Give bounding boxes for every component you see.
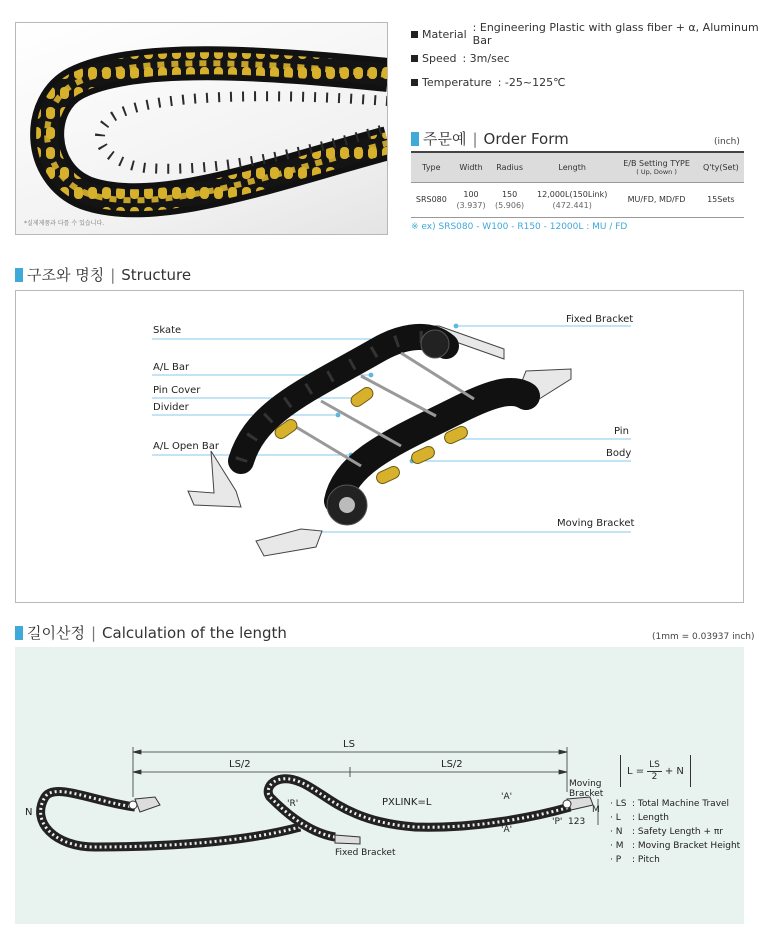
order-unit-note: (inch) [714,137,740,147]
heading-ko: 길이산정 [27,624,85,642]
spec-value: : -25~125℃ [497,75,566,89]
spec-label: Material [421,27,467,41]
legend-desc: : Safety Length + πr [632,827,723,837]
dim-ls-half-right: LS/2 [441,759,463,770]
col-setting [615,152,697,182]
bullet-square-icon [411,55,418,62]
heading-en: Order Form [483,129,569,148]
order-table [411,151,744,218]
structure-heading [15,264,191,285]
heading-separator: | [110,265,116,284]
col-qty: Q'ty(Set) [698,152,744,182]
bullet-square-icon [411,31,418,38]
calculation-panel [15,647,744,924]
legend-symbol: · LS [610,799,627,809]
formula-numerator: LS [649,759,660,770]
cell-qty: 15Sets [698,182,744,217]
chain-structure-drawing [16,291,745,604]
heading-en: Structure [121,265,192,284]
length-formula [620,755,691,787]
dim-p: 'P' [552,817,563,827]
table-header-row [411,152,744,182]
order-form-heading [411,128,569,149]
label-moving-bracket: Moving Bracket [557,518,635,529]
label-moving-bracket-2: Bracket [569,789,604,799]
spec-label: Speed [422,51,457,65]
label-fixed-bracket: Fixed Bracket [335,848,396,858]
label-divider: Divider [153,402,189,413]
order-example: ※ ex) SRS080 - W100 - R150 - 12000L : MU / FD [411,222,628,232]
dim-pxlink: PXLINK=L [382,797,432,808]
heading-en: Calculation of the length [102,623,287,642]
spec-material [411,22,780,46]
legend-item [610,839,740,853]
cell-type: SRS080 [411,182,452,217]
section-marker-icon [15,268,23,282]
legend-symbol: · M [610,841,624,851]
dim-m: M [592,805,600,815]
col-width: Width [452,152,491,182]
legend-symbol: · L [610,813,621,823]
legend-desc: : Moving Bracket Height [632,841,741,851]
cell-width-in: (3.937) [456,200,486,210]
cell-length-in: (472.441) [552,200,592,210]
section-marker-icon [15,626,23,640]
bullet-square-icon [411,79,418,86]
cell-width-mm: 100 [463,189,479,199]
cell-width [452,182,491,217]
label-fixed-bracket: Fixed Bracket [566,314,634,325]
dim-a-top: 'A' [501,792,513,802]
product-photo [15,22,388,235]
formula-denominator: 2 [651,771,658,782]
legend-symbol: · P [610,855,622,865]
legend [610,797,740,867]
spec-value: : 3m/sec [462,51,510,65]
col-radius: Radius [490,152,529,182]
legend-desc: : Length [632,813,669,823]
col-setting-label: E/B Setting TYPE [623,158,690,168]
heading-separator: | [472,129,478,148]
label-moving-bracket-1: Moving [569,779,602,789]
calc-unit-note: (1mm = 0.03937 inch) [652,632,755,642]
label-body: Body [606,448,632,459]
legend-item [610,825,740,839]
spec-speed [411,46,780,70]
dim-r: 'R' [287,799,299,809]
formula-fraction [647,760,662,783]
cable-chain-photo [16,23,388,235]
table-row [411,182,744,217]
legend-item [610,853,740,867]
spec-temperature [411,70,780,94]
col-length: Length [529,152,616,182]
cell-length [529,182,616,217]
spec-list [411,22,780,94]
legend-desc: : Total Machine Travel [632,799,730,809]
formula-rhs: + N [664,765,684,777]
legend-item [610,811,740,825]
calculation-heading [15,622,287,643]
section-marker-icon [411,132,419,146]
legend-symbol: · N [610,827,623,837]
cell-radius-in: (5.906) [495,200,525,210]
cell-radius-mm: 150 [501,189,518,199]
dim-p-value: 123 [568,817,586,827]
dim-ls: LS [343,739,355,750]
structure-panel [15,290,744,603]
dim-n: N [25,807,33,818]
dim-a-bottom: 'A' [501,825,513,835]
label-al-bar: A/L Bar [153,362,190,373]
label-pin: Pin [614,426,629,437]
photo-caption: *실제제품과 다를 수 있습니다. [24,220,105,227]
cell-radius [490,182,529,217]
formula-lhs: L = [627,765,645,777]
col-setting-sub: ( Up, Down ) [636,167,677,176]
spec-value: : Engineering Plastic with glass fiber + α, Aluminum Bar [472,21,759,47]
heading-ko: 구조와 명칭 [27,266,105,284]
spec-label: Temperature [422,75,492,89]
cell-setting: MU/FD, MD/FD [615,182,697,217]
dim-ls-half-left: LS/2 [229,759,251,770]
label-al-open-bar: A/L Open Bar [153,441,219,452]
legend-desc: : Pitch [632,855,660,865]
label-pin-cover: Pin Cover [153,385,201,396]
heading-ko: 주문예 [423,130,467,148]
col-type: Type [411,152,452,182]
legend-item [610,797,740,811]
cell-length-mm: 12,000L(150Link) [537,189,608,199]
heading-separator: | [90,623,97,642]
label-skate: Skate [153,325,182,336]
